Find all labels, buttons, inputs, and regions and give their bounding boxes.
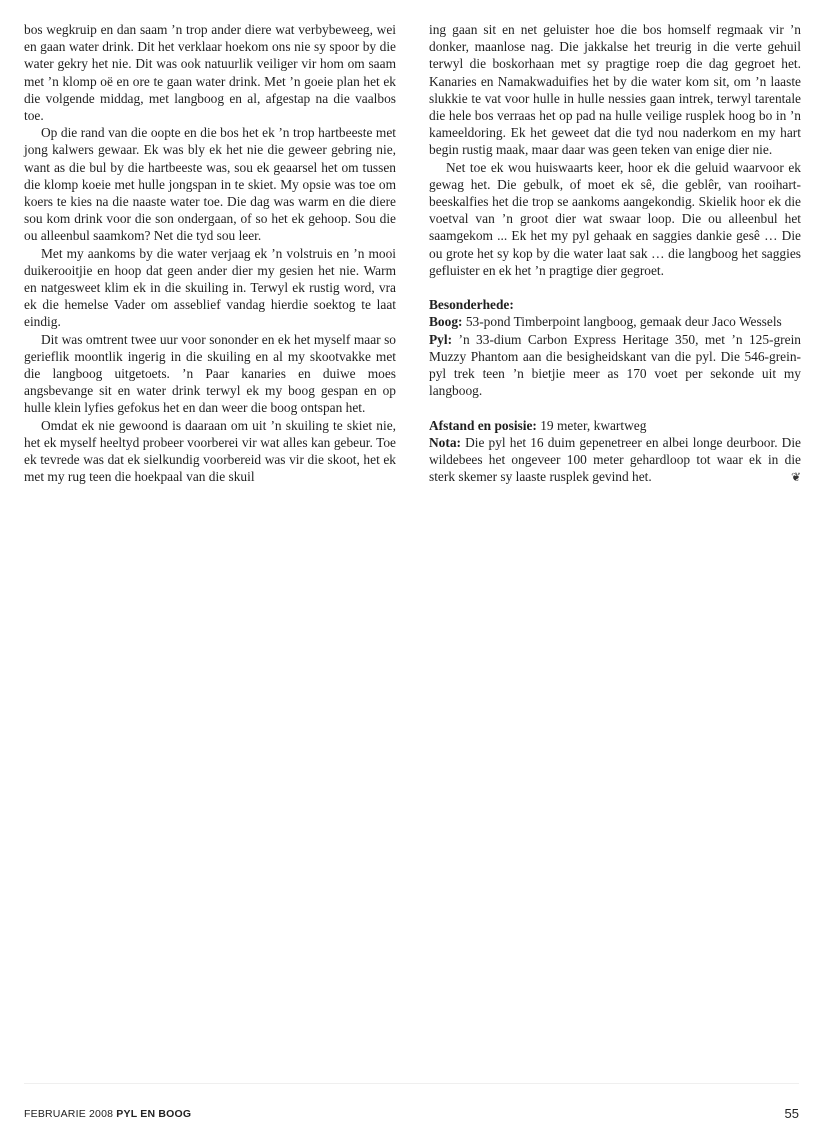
left-column xyxy=(24,21,396,485)
afstand-label: Afstand en posisie: xyxy=(429,417,537,433)
footer-issue xyxy=(24,1108,191,1120)
boog-text: 53-pond Timberpoint langboog, gemaak deur Jaco Wessels xyxy=(462,314,782,330)
page-number: 55 xyxy=(784,1106,799,1121)
right-column xyxy=(429,21,801,486)
pyl-label: Pyl: xyxy=(429,331,453,347)
details-heading: Besonderhede: xyxy=(429,297,514,313)
nota-text: Die pyl het 16 duim gepenetreer en albei longe deurboor. Die wildebees het ongeveer 100 meter gehardloop tot waar ek in die sterk skemer sy laaste rusplek gevind het. xyxy=(429,434,801,485)
pyl-text: ’n 33-dium Carbon Express Heritage 350, met ’n 125-grein Muzzy Phantom aan die besigheidskant van die pyl. Die 546-grein-pyl trek teen ’n bietjie meer as 170 voet per sekonde uit my langboog. xyxy=(429,331,801,399)
footer-issue-date: FEBRUARIE 2008 xyxy=(24,1108,117,1120)
details-boog xyxy=(429,313,801,330)
details-afstand xyxy=(429,417,801,434)
details-pyl xyxy=(429,331,801,400)
boog-label: Boog: xyxy=(429,314,463,330)
paragraph: Omdat ek nie gewoond is daaraan om uit ’n skuiling te skiet nie, het ek myself heeltyd probeer voorberei vir wat alles kan gebeur. Toe ek tevrede was dat ek sielkundig voorbereid was vir die skoot, het ek met my rug teen die hoekpaal van die skuil xyxy=(24,417,396,485)
paragraph: Op die rand van die oopte en die bos het ek ’n trop hartbeeste met jong kalwers gewaar. Ek was bly ek het nie die geweer gebring nie, want as die bul by die hartbeeste was, sou ek geaarsel het om tussen die klomp koeie met hulle jongspan in te skiet. My opsie was toe om koers te kies na die naaste water toe. Die dag was warm en die diere sou kom drink voor die son ondergaan, of so het ek gehoop. Sou die ou alleenbul saamkom? Net die tyd sou leer. xyxy=(24,125,396,244)
spacer xyxy=(429,279,801,296)
paragraph: ing gaan sit en net geluister hoe die bos homself regmaak vir ’n donker, maanlose nag. Die jakkalse het treurig in die verte gehuil terwyl die boskorhaan met sy pragtige roep die dag gegroet het. Kanaries en Namakwaduifies het by die water kom sit, om ’n laaste slukkie te vat voor hulle in hulle nessies gaan intrek, terwyl tarentale die hele bos verraas het op pad na hulle veilige rusplek hoog bo in ’n kameeldoring. Ek het geweet dat die tyd nou naderkom en my hart begin rustig maak, maar daar was geen teken van enige dier nie. xyxy=(429,22,801,158)
divider xyxy=(24,1083,799,1084)
paragraph: bos wegkruip en dan saam ’n trop ander diere wat verbybeweeg, wei en gaan water drink. Dit het verklaar hoekom ons nie sy spoor by die water gekry het nie. Dit was ook natuurlik veiliger vir hom om saam met ’n klomp oë en ore te gaan water drink. Met ’n goeie plan het ek die volgende middag, met langboog en al, afgestap na die vaalbos toe. xyxy=(24,22,396,124)
nota-label: Nota: xyxy=(429,434,461,450)
paragraph: Met my aankoms by die water verjaag ek ’n volstruis en ’n mooi duikerooitjie en hoop dat geen ander dier my gesien het nie. Warm en natgesweet klim ek in die skuiling in. Terwyl ek rustig word, vra ek die hemelse Vader om asseblief vandag hierdie soektog te laat eindig. xyxy=(24,245,396,330)
end-mark-icon: ❦ xyxy=(790,470,801,485)
details-nota xyxy=(429,434,801,486)
afstand-text: 19 meter, kwartweg xyxy=(536,417,647,433)
paragraph: Net toe ek wou huiswaarts keer, hoor ek die geluid waarvoor ek gewag het. Die gebulk, of moet ek sê, die geblêr, van rooihartbeeskalfies het die trop se aankoms aangekondig. Skielik hoor ek die voetval van ’n groot dier wat swaar loop. Die ou alleenbul het saamgekom ... Ek het my pyl gehaak en saggies dankie gesê … Die ou grote het sy kop by die water laat sak … die langboog het saggies gefluister en ek het ’n pragtige dier gegroet. xyxy=(429,159,801,278)
spacer xyxy=(429,399,801,416)
paragraph: Dit was omtrent twee uur voor sononder en ek het myself maar so gerieflik moontlik ingerig in die skuiling en al my skootvakke met die langboog uitgetoets. ’n Paar kanaries en duiwe moes angsbevange sit en water drink terwyl ek my boog gespan en op hulle klein lyfies gefokus het en dan weer die boog ontspan het. xyxy=(24,331,396,416)
footer-magazine-name: PYL EN BOOG xyxy=(116,1108,192,1120)
